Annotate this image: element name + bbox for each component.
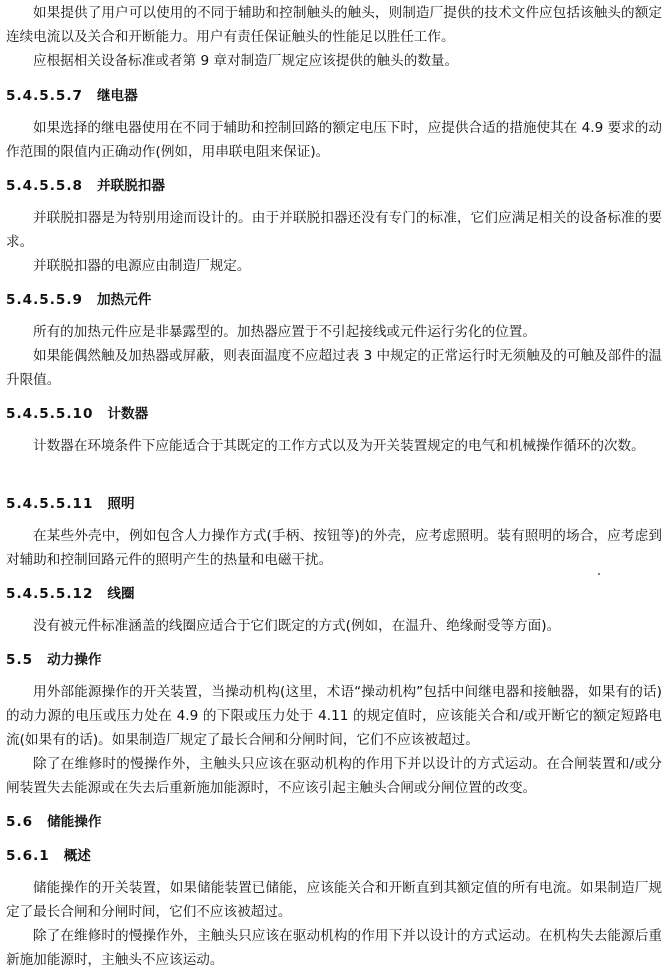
section-title: 线圈: [107, 586, 135, 602]
paragraph-lighting: 在某些外壳中，例如包含人力操作方式(手柄、按钮等)的外壳，应考虑照明。装有照明的场合，应考虑到对辅助和控制回路元件的照明产生的热量和电磁干扰。: [6, 528, 662, 568]
section-title: 照明: [107, 496, 135, 512]
paragraph-shunt-release-purpose: 并联脱扣器是为特别用途而设计的。由于并联脱扣器还没有专门的标准，它们应满足相关的设备标准的要求。: [6, 210, 662, 250]
paragraph-stored-energy-contacts: 除了在维修时的慢操作外，主触头只应该在驱动机构的作用下并以设计的方式运动。在机构失去能源后重新施加能源时，主触头不应该运动。: [6, 928, 662, 968]
section-title: 继电器: [96, 88, 138, 104]
section-number: 5.4.5.5.8: [6, 178, 83, 194]
section-number: 5.5: [6, 652, 34, 668]
section-title: 计数器: [107, 406, 149, 422]
section-number: 5.4.5.5.10: [6, 406, 94, 422]
paragraph-counter: 计数器在环境条件下应能适合于其既定的工作方式以及为开关装置规定的电气和机械操作循环的次数。: [33, 438, 645, 454]
paragraph-heating-non-exposed: 所有的加热元件应是非暴露型的。加热器应置于不引起接线或元件运行劣化的位置。: [33, 324, 536, 340]
paragraph-stored-energy-currents: 储能操作的开关装置，如果储能装置已储能，应该能关合和开断直到其额定值的所有电流。如果制造厂规定了最长合闸和分闸时间，它们不应该被超过。: [6, 880, 662, 920]
section-heading-power-operation: [6, 650, 101, 670]
section-title: 概述: [63, 848, 91, 864]
paragraph-coils: 没有被元件标准涵盖的线圈应适合于它们既定的方式(例如，在温升、绝缘耐受等方面)。: [33, 618, 561, 634]
section-title: 加热元件: [96, 292, 152, 308]
section-heading-relay: [6, 86, 138, 106]
section-heading-shunt-release: [6, 176, 165, 196]
paragraph-contacts-quantity: 应根据相关设备标准或者第 9 章对制造厂规定应该提供的触头的数量。: [33, 53, 459, 69]
section-number: 5.4.5.5.7: [6, 88, 83, 104]
section-number: 5.4.5.5.11: [6, 496, 94, 512]
paragraph-power-operation-contacts: 除了在维修时的慢操作外，主触头只应该在驱动机构的作用下并以设计的方式运动。在合闸装置和/或分闸装置失去能源或在失去后重新施加能源时，不应该引起主触头合闸或分闸位置的改变。: [6, 756, 662, 796]
paragraph-shunt-release-power: 并联脱扣器的电源应由制造厂规定。: [33, 258, 251, 274]
section-heading-heating-elements: [6, 290, 151, 310]
section-heading-counter: [6, 404, 148, 424]
section-number: 5.6.1: [6, 848, 50, 864]
paragraph-contacts-rating: 如果提供了用户可以使用的不同于辅助和控制触头的触头，则制造厂提供的技术文件应包括该触头的额定连续电流以及关合和开断能力。用户有责任保证触头的性能足以胜任工作。: [6, 5, 662, 45]
section-heading-stored-energy: [6, 812, 101, 832]
section-number: 5.4.5.5.9: [6, 292, 83, 308]
section-heading-coils: [6, 584, 135, 604]
paragraph-relay: 如果选择的继电器使用在不同于辅助和控制回路的额定电压下时，应提供合适的措施使其在 4.9 要求的动作范围的限值内正确动作(例如，用串联电阻来保证)。: [6, 120, 662, 160]
section-heading-general: [6, 846, 91, 866]
section-heading-lighting: [6, 494, 135, 514]
section-title: 储能操作: [47, 814, 102, 830]
section-number: 5.6: [6, 814, 34, 830]
section-number: 5.4.5.5.12: [6, 586, 94, 602]
paragraph-power-operation-source: 用外部能源操作的开关装置，当操动机构(这里，术语“操动机构”包括中间继电器和接触器，如果有的话)的动力源的电压或压力处在 4.9 的下限或压力处于 4.11 的规定值时，应该能关合和/或开断它的额定短路电流(如果有的话)。如果制造厂规定了最长合闸和分闸时间，它们不应该被超过。: [6, 684, 662, 748]
section-title: 并联脱扣器: [96, 178, 165, 194]
paragraph-heating-temperature: 如果能偶然触及加热器或屏蔽，则表面温度不应超过表 3 中规定的正常运行时无须触及的可触及部件的温升限值。: [6, 348, 663, 388]
section-title: 动力操作: [47, 652, 102, 668]
scan-speck: [598, 573, 600, 575]
